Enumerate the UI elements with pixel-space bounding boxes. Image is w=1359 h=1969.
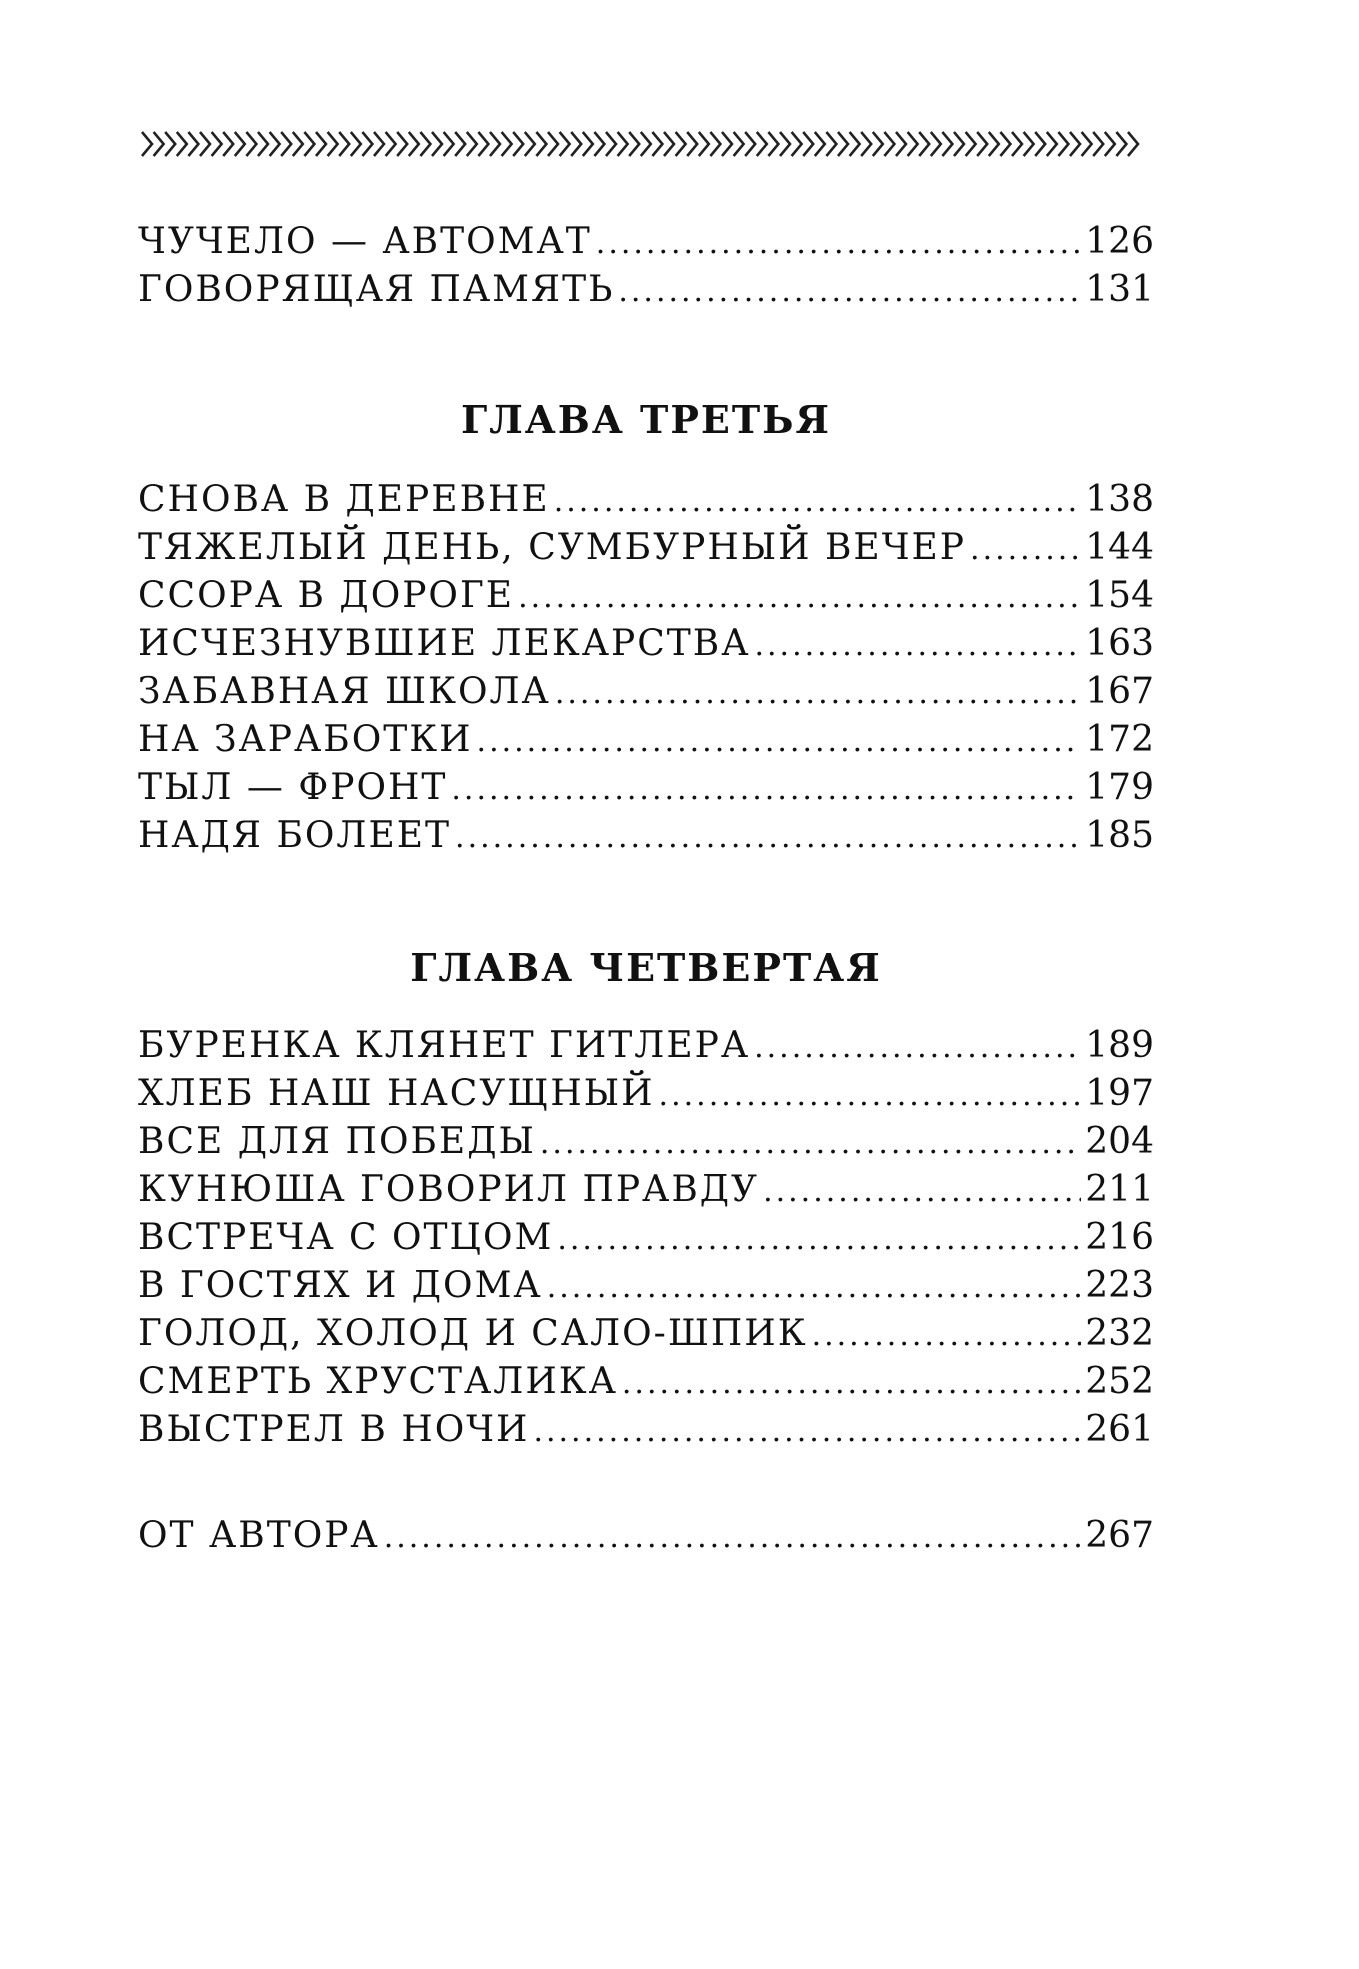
- chevron-mark: [490, 132, 500, 156]
- chevron-mark: [1093, 132, 1103, 156]
- toc-entry[interactable]: [138, 1512, 1154, 1560]
- chevron-mark: [838, 132, 848, 156]
- chevron-mark: [803, 132, 813, 156]
- toc-entry[interactable]: [138, 524, 1154, 572]
- toc-section-chapter-four: [138, 1022, 1154, 1454]
- chevron-mark: [200, 132, 210, 156]
- chevron-mark: [745, 132, 755, 156]
- chevron-border-icon: [138, 126, 1154, 162]
- chevron-mark: [246, 132, 256, 156]
- chevron-mark: [270, 132, 280, 156]
- entry-title: ВСЕ ДЛЯ ПОБЕДЫ: [138, 1121, 536, 1162]
- chevron-mark: [1128, 132, 1138, 156]
- chevron-mark: [502, 132, 512, 156]
- dot-leader: [622, 1360, 1081, 1408]
- entry-title: ЗАБАВНАЯ ШКОЛА: [138, 671, 551, 712]
- entry-title: ВЫСТРЕЛ В НОЧИ: [138, 1409, 530, 1450]
- dot-leader: [970, 526, 1081, 574]
- toc-entry[interactable]: [138, 1214, 1154, 1262]
- toc-entry[interactable]: [138, 476, 1154, 524]
- chevron-mark: [908, 132, 918, 156]
- chapter-heading: ГЛАВА ТРЕТЬЯ: [460, 397, 832, 442]
- chevron-mark: [792, 132, 802, 156]
- toc-entry[interactable]: [138, 1166, 1154, 1214]
- entry-page-number: 138: [1085, 479, 1154, 520]
- dot-leader: [754, 622, 1081, 670]
- chevron-mark: [235, 132, 245, 156]
- dot-leader: [384, 1514, 1082, 1562]
- dot-leader: [812, 1312, 1082, 1360]
- entry-title: ТЯЖЕЛЫЙ ДЕНЬ, СУМБУРНЫЙ ВЕЧЕР: [138, 527, 967, 568]
- chevron-mark: [687, 132, 697, 156]
- chevron-mark: [977, 132, 987, 156]
- entry-title: ССОРА В ДОРОГЕ: [138, 575, 515, 616]
- chevron-mark: [873, 132, 883, 156]
- entry-page-number: 204: [1085, 1121, 1154, 1162]
- dot-leader: [754, 1024, 1081, 1072]
- chevron-mark: [722, 132, 732, 156]
- chevron-mark: [606, 132, 616, 156]
- chevron-mark: [989, 132, 999, 156]
- chevron-mark: [954, 132, 964, 156]
- entry-title: БУРЕНКА КЛЯНЕТ ГИТЛЕРА: [138, 1025, 751, 1066]
- chevron-mark: [1012, 132, 1022, 156]
- entry-page-number: 197: [1085, 1073, 1154, 1114]
- chevron-mark: [513, 132, 523, 156]
- chevron-mark: [536, 132, 546, 156]
- chevron-mark: [1024, 132, 1034, 156]
- chevron-mark: [664, 132, 674, 156]
- toc-entry[interactable]: [138, 1406, 1154, 1454]
- entry-title: В ГОСТЯХ И ДОМА: [138, 1265, 543, 1306]
- entry-title: ГОЛОД, ХОЛОД И САЛО-ШПИК: [138, 1313, 808, 1354]
- entry-title: НАДЯ БОЛЕЕТ: [138, 815, 452, 856]
- chevron-mark: [548, 132, 558, 156]
- chevron-mark: [780, 132, 790, 156]
- entry-title: ОТ АВТОРА: [138, 1515, 380, 1556]
- dot-leader: [659, 1072, 1082, 1120]
- chevron-mark: [316, 132, 326, 156]
- entry-page-number: 232: [1085, 1313, 1154, 1354]
- chevron-mark: [861, 132, 871, 156]
- chevron-mark: [212, 132, 222, 156]
- dot-leader: [596, 220, 1082, 268]
- toc-entry[interactable]: [138, 812, 1154, 860]
- chevron-mark: [768, 132, 778, 156]
- chevron-mark: [1058, 132, 1068, 156]
- chevron-mark: [850, 132, 860, 156]
- chevron-mark: [339, 132, 349, 156]
- entry-page-number: 172: [1085, 719, 1154, 760]
- entry-title: ЧУЧЕЛО — АВТОМАТ: [138, 221, 592, 262]
- entry-page-number: 261: [1085, 1409, 1154, 1450]
- chevron-mark: [594, 132, 604, 156]
- chevron-mark: [1105, 132, 1115, 156]
- entry-page-number: 167: [1085, 671, 1154, 712]
- chevron-mark: [826, 132, 836, 156]
- chevron-mark: [455, 132, 465, 156]
- entry-page-number: 154: [1085, 575, 1154, 616]
- toc-entry[interactable]: [138, 1022, 1154, 1070]
- chevron-mark: [919, 132, 929, 156]
- dot-leader: [451, 766, 1081, 814]
- chevron-mark: [734, 132, 744, 156]
- entry-page-number: 179: [1085, 767, 1154, 808]
- chevron-mark: [966, 132, 976, 156]
- toc-section-chapter-three: [138, 476, 1154, 860]
- entry-title: НА ЗАРАБОТКИ: [138, 719, 473, 760]
- chevron-mark: [258, 132, 268, 156]
- chevron-mark: [188, 132, 198, 156]
- chevron-mark: [1035, 132, 1045, 156]
- toc-entry[interactable]: [138, 1070, 1154, 1118]
- chevron-mark: [467, 132, 477, 156]
- toc-entry[interactable]: [138, 1262, 1154, 1310]
- entry-page-number: 216: [1085, 1217, 1154, 1258]
- chevron-mark: [177, 132, 187, 156]
- entry-title: ХЛЕБ НАШ НАСУЩНЫЙ: [138, 1073, 655, 1114]
- chevron-mark: [618, 132, 628, 156]
- entry-title: ГОВОРЯЩАЯ ПАМЯТЬ: [138, 269, 615, 310]
- chevron-mark: [223, 132, 233, 156]
- chevron-mark: [571, 132, 581, 156]
- chevron-mark: [478, 132, 488, 156]
- toc-entry[interactable]: [138, 764, 1154, 812]
- chevron-mark: [386, 132, 396, 156]
- entry-title: ВСТРЕЧА С ОТЦОМ: [138, 1217, 554, 1258]
- chevron-mark: [351, 132, 361, 156]
- chevron-mark: [409, 132, 419, 156]
- chevron-mark: [1047, 132, 1057, 156]
- dot-leader: [557, 1216, 1081, 1264]
- entry-title: КУНЮША ГОВОРИЛ ПРАВДУ: [138, 1169, 760, 1210]
- chevron-mark: [942, 132, 952, 156]
- dot-leader: [518, 574, 1081, 622]
- chevron-mark: [293, 132, 303, 156]
- chevron-mark: [432, 132, 442, 156]
- toc-entry[interactable]: [138, 1118, 1154, 1166]
- chevron-mark: [815, 132, 825, 156]
- toc-entry[interactable]: [138, 1310, 1154, 1358]
- dot-leader: [533, 1408, 1081, 1456]
- toc-entry[interactable]: [138, 572, 1154, 620]
- dot-leader: [618, 268, 1081, 316]
- chevron-mark: [699, 132, 709, 156]
- toc-section-top: [138, 218, 1154, 314]
- chevron-mark: [583, 132, 593, 156]
- toc-entry[interactable]: [138, 1358, 1154, 1406]
- chevron-mark: [420, 132, 430, 156]
- chevron-mark: [710, 132, 720, 156]
- dot-leader: [540, 1120, 1081, 1168]
- toc-entry[interactable]: [138, 218, 1154, 266]
- toc-entry[interactable]: [138, 716, 1154, 764]
- chevron-mark: [362, 132, 372, 156]
- chevron-mark: [154, 132, 164, 156]
- dot-leader: [763, 1168, 1081, 1216]
- toc-entry[interactable]: [138, 668, 1154, 716]
- entry-page-number: 126: [1085, 221, 1154, 262]
- chevron-mark: [525, 132, 535, 156]
- chevron-mark: [652, 132, 662, 156]
- entry-title: ТЫЛ — ФРОНТ: [138, 767, 448, 808]
- chevron-border-ornament: [138, 126, 1154, 162]
- dot-leader: [455, 814, 1081, 862]
- chevron-mark: [931, 132, 941, 156]
- entry-page-number: 189: [1085, 1025, 1154, 1066]
- entry-page-number: 211: [1085, 1169, 1154, 1210]
- dot-leader: [547, 1264, 1082, 1312]
- entry-title: СМЕРТЬ ХРУСТАЛИКА: [138, 1361, 618, 1402]
- chevron-mark: [896, 132, 906, 156]
- chevron-mark: [374, 132, 384, 156]
- chevron-mark: [281, 132, 291, 156]
- chevron-mark: [629, 132, 639, 156]
- chevron-mark: [676, 132, 686, 156]
- dot-leader: [554, 478, 1082, 526]
- chevron-mark: [560, 132, 570, 156]
- chevron-mark: [142, 132, 152, 156]
- entry-page-number: 131: [1085, 269, 1154, 310]
- entry-page-number: 252: [1085, 1361, 1154, 1402]
- chevron-mark: [1070, 132, 1080, 156]
- chevron-mark: [641, 132, 651, 156]
- entry-page-number: 223: [1085, 1265, 1154, 1306]
- entry-page-number: 267: [1085, 1515, 1154, 1556]
- chevron-mark: [397, 132, 407, 156]
- chapter-heading: ГЛАВА ЧЕТВЕРТАЯ: [410, 945, 882, 990]
- chevron-mark: [1116, 132, 1126, 156]
- entry-title: ИСЧЕЗНУВШИЕ ЛЕКАРСТВА: [138, 623, 751, 664]
- dot-leader: [555, 670, 1081, 718]
- chevron-mark: [304, 132, 314, 156]
- entry-page-number: 144: [1085, 527, 1154, 568]
- toc-section-afterword: [138, 1512, 1154, 1560]
- chevron-mark: [1082, 132, 1092, 156]
- chevron-mark: [444, 132, 454, 156]
- entry-title: СНОВА В ДЕРЕВНЕ: [138, 479, 550, 520]
- chevron-mark: [1000, 132, 1010, 156]
- dot-leader: [477, 718, 1082, 766]
- toc-entry[interactable]: [138, 620, 1154, 668]
- chevron-mark: [757, 132, 767, 156]
- entry-page-number: 163: [1085, 623, 1154, 664]
- chevron-mark: [165, 132, 175, 156]
- entry-page-number: 185: [1085, 815, 1154, 856]
- chevron-mark: [328, 132, 338, 156]
- chevron-mark: [884, 132, 894, 156]
- toc-entry[interactable]: [138, 266, 1154, 314]
